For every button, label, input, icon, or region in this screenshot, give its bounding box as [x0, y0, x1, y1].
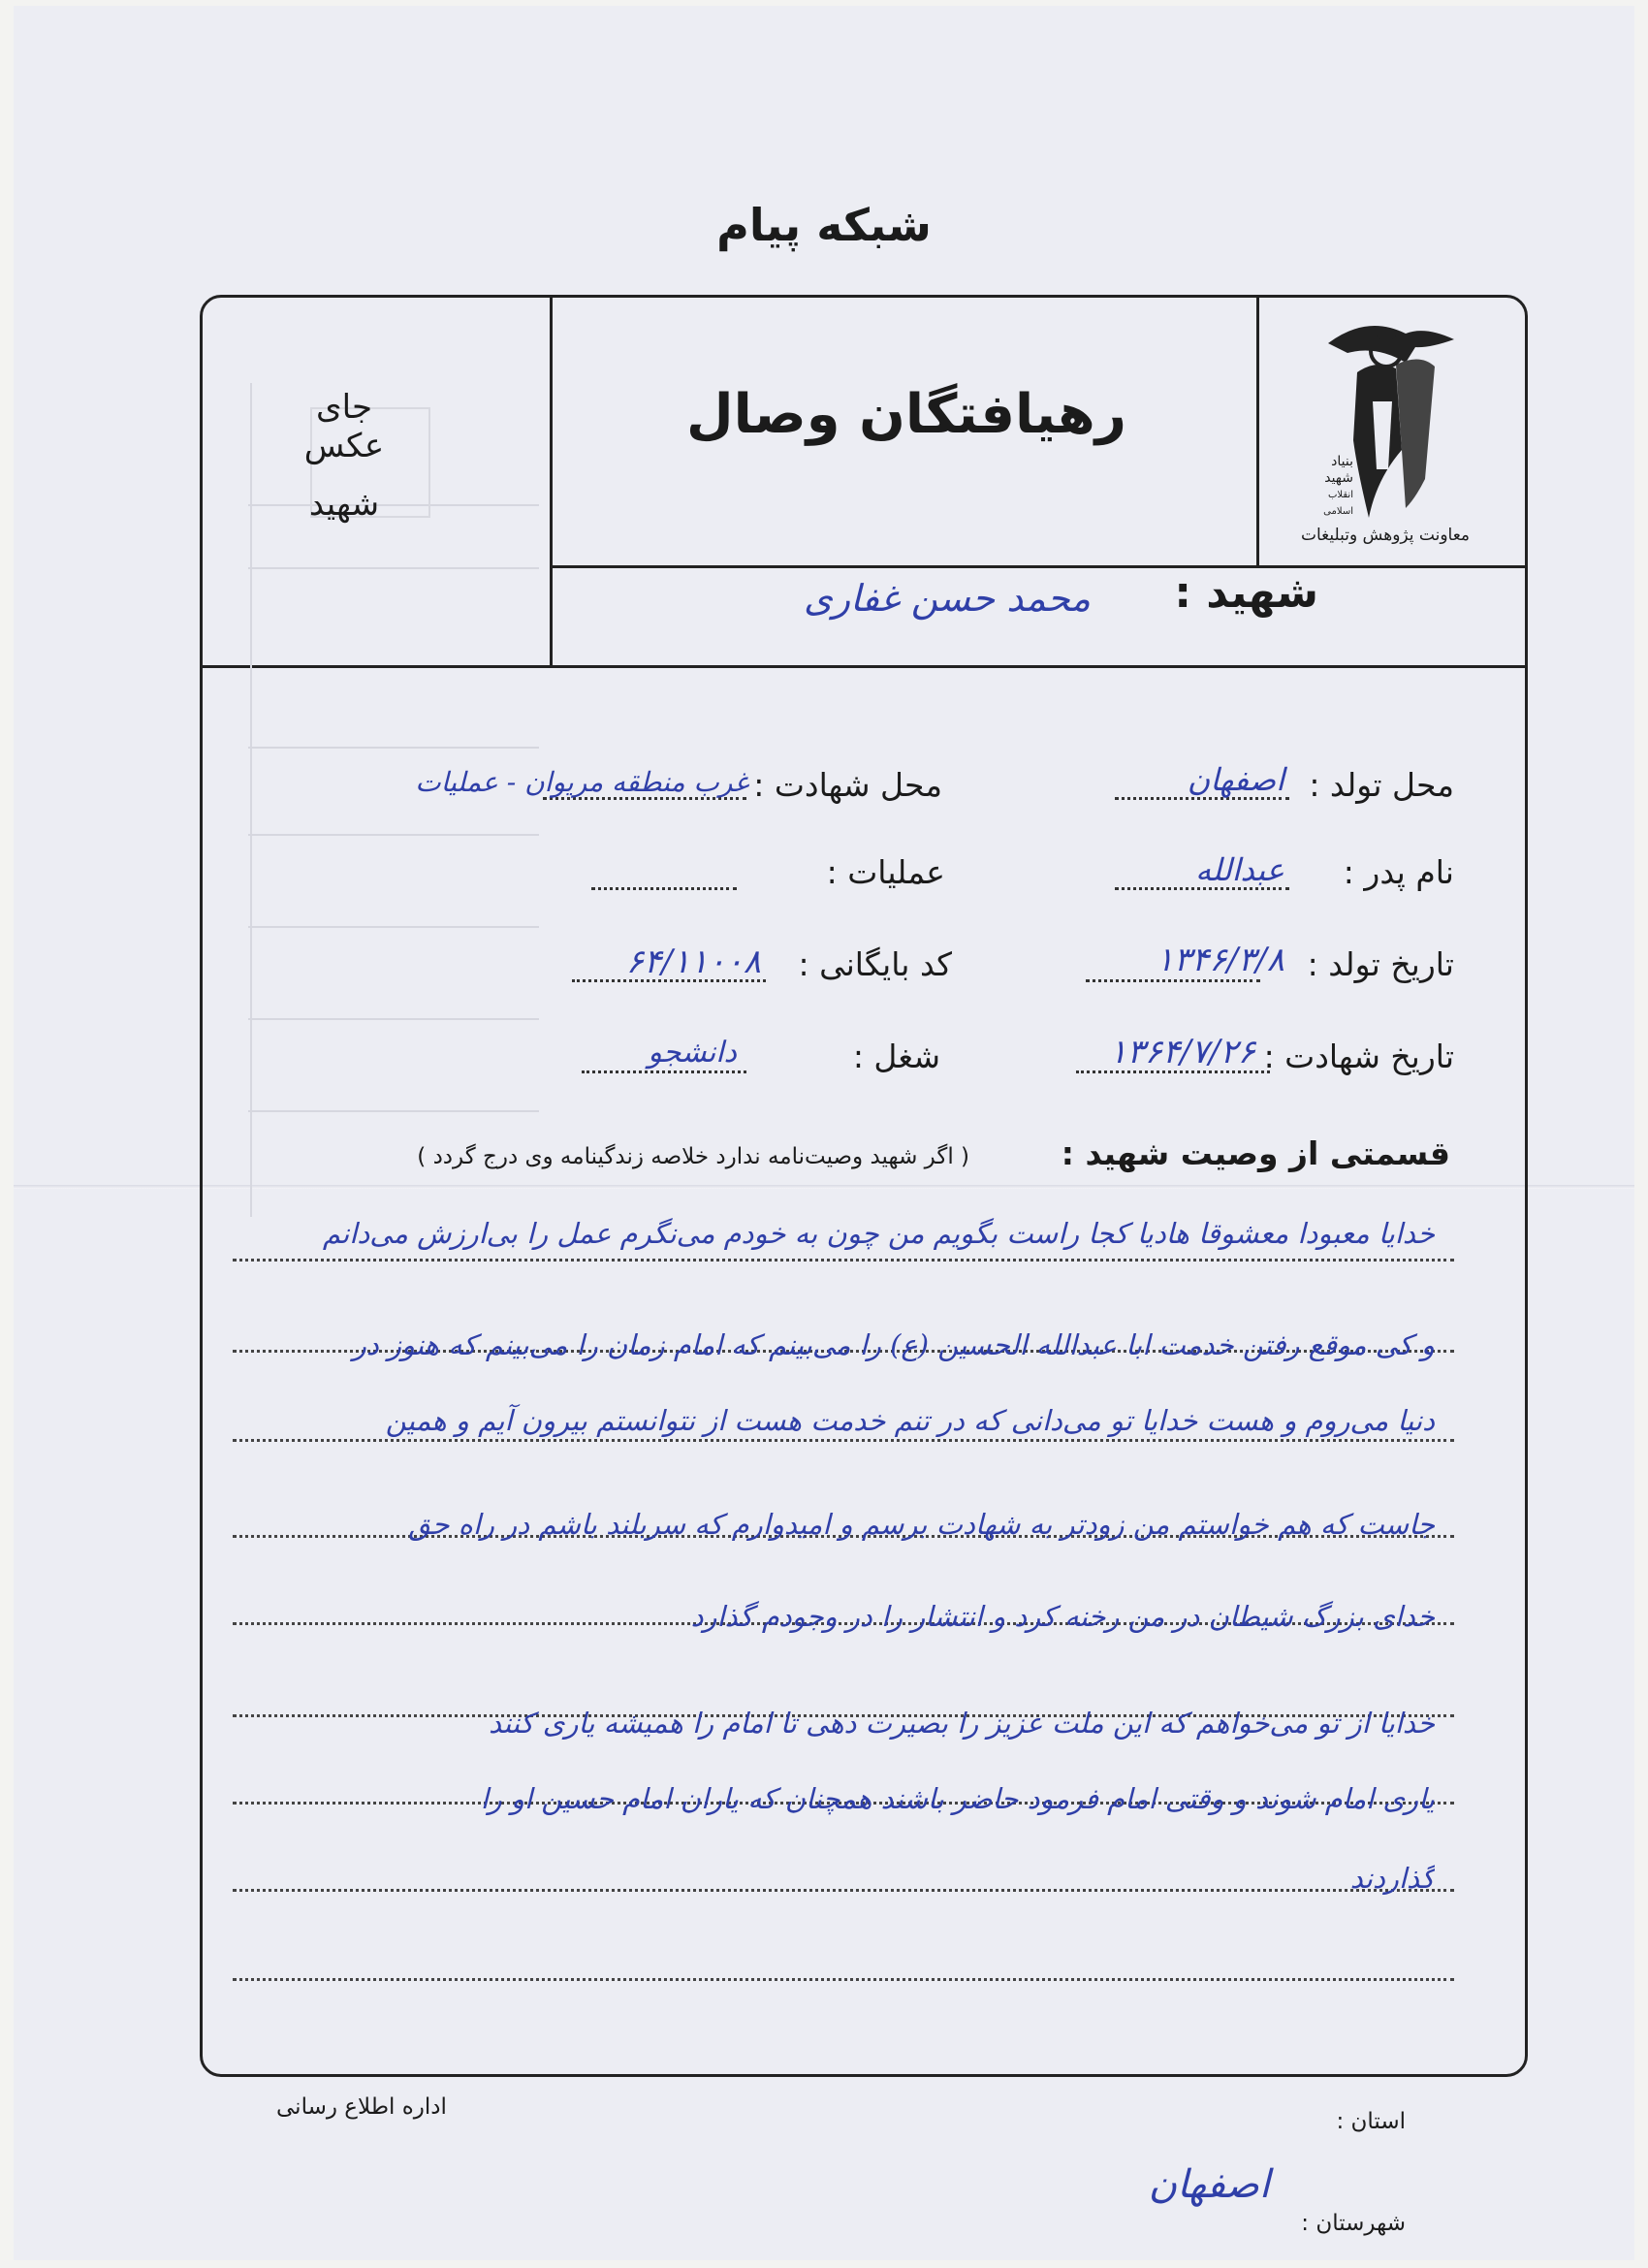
job-value: دانشجو: [648, 1036, 737, 1070]
showthrough-line: [248, 926, 539, 928]
divider-name-row: [550, 565, 1526, 568]
will-line: خدای بزرگ شیطان در من رخنه کرد و انتشار را در وجودم گذارد: [690, 1600, 1435, 1633]
job-label: شغل :: [852, 1038, 940, 1075]
birth-date-value: ۱۳۴۶/۳/۸: [1156, 941, 1284, 979]
martyrdom-date-value: ۱۳۶۴/۷/۲۶: [1109, 1033, 1255, 1071]
writing-rule: [233, 1978, 1454, 1981]
will-title: قسمتی از وصیت شهید :: [1061, 1134, 1450, 1172]
archive-code-value: ۶۴/۱۱۰۰۸: [625, 942, 761, 981]
showthrough-line: [248, 747, 539, 749]
divider-photo-column: [550, 297, 553, 665]
emblem-icon: [1260, 304, 1522, 537]
logo-name-line: انقلاب اسلامی: [1323, 490, 1353, 517]
logo-caption: معاونت پژوهش وتبلیغات: [1300, 526, 1471, 545]
birthplace-value: اصفهان: [1187, 761, 1284, 798]
archive-code-label: کد بایگانی :: [798, 945, 952, 983]
showthrough-line: [248, 567, 539, 569]
writing-rule: [233, 1439, 1454, 1442]
network-title: شبکه پیام: [716, 199, 932, 251]
will-line: و کی موقع رفتن خدمت ابا عبدالله الحسین (ع) را می‌بینم که امام زمان را می‌بینم که هنوز در: [352, 1328, 1435, 1361]
county-label: شهرستان :: [1301, 2211, 1406, 2236]
showthrough-line: [250, 383, 252, 1217]
will-line: دنیا می‌روم و هست خدایا تو می‌دانی که در تنم خدمت هست از نتوانستم بیرون آیم و همین: [385, 1404, 1435, 1437]
logo-name-line: بنیاد: [1331, 454, 1353, 469]
will-line: جاست که هم خواستم من زودتر به شهادت برسم و امیدوارم که سربلند باشم در راه حق: [408, 1508, 1435, 1541]
will-line: خدایا از تو می‌خواهم که این ملت عزیز را بصیرت دهی تا امام را همیشه یاری کنند: [489, 1707, 1435, 1740]
divider-header-bottom: [202, 665, 1526, 668]
will-line: گذاردند: [1349, 1862, 1435, 1895]
martyrdom-place-value: غرب منطقه مریوان - عملیات: [415, 766, 748, 798]
birthplace-label: محل تولد :: [1309, 766, 1454, 804]
shahid-label: شهید :: [1174, 568, 1318, 618]
shahid-name: محمد حسن غفاری: [803, 577, 1091, 620]
showthrough-line: [248, 834, 539, 836]
father-name-label: نام پدر :: [1343, 853, 1454, 891]
logo-name: [1315, 454, 1353, 520]
father-name-value: عبدالله: [1195, 851, 1284, 888]
county-value: اصفهان: [1148, 2162, 1270, 2207]
showthrough-line: [248, 1018, 539, 1020]
martyrdom-date-label: تاریخ شهادت :: [1263, 1038, 1454, 1075]
birth-date-label: تاریخ تولد :: [1307, 945, 1454, 983]
showthrough-line: [248, 1110, 539, 1112]
writing-rule: [233, 1259, 1454, 1262]
province-label: استان :: [1336, 2109, 1406, 2134]
foundation-logo: [1260, 304, 1522, 559]
will-note: ( اگر شهید وصیت‌نامه ندارد خلاصه زندگینامه وی درج گردد ): [417, 1144, 969, 1169]
form-title: رهیافتگان وصال: [686, 383, 1126, 446]
martyrdom-place-label: محل شهادت :: [753, 766, 942, 804]
birth-date-dots: [1086, 979, 1260, 982]
operation-dots: [591, 887, 737, 890]
logo-name-line: شهید: [1324, 470, 1353, 486]
will-line: یاری امام شوند و وقتی امام فرمود حاضر باشند همچنان که یاران امام حسین او را: [480, 1782, 1435, 1815]
job-dots: [582, 1070, 746, 1073]
operation-label: عملیات :: [826, 853, 945, 891]
photo-label-top: جای عکس: [303, 388, 385, 465]
department-label: اداره اطلاع رسانی: [276, 2094, 447, 2120]
photo-label-bottom: شهید: [308, 485, 380, 524]
will-line: خدایا معبودا معشوقا هادیا کجا راست بگویم من چون به خودم می‌نگرم عمل را بی‌ارزش می‌دانم: [322, 1217, 1435, 1250]
